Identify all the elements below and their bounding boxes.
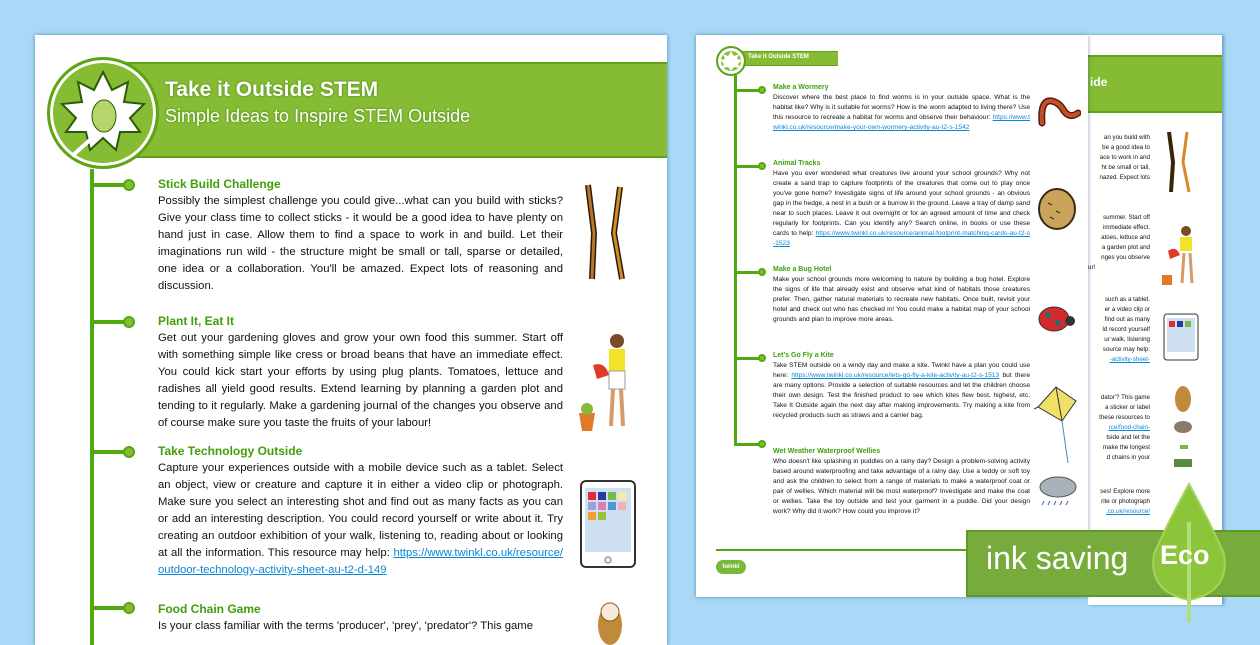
worksheet-page-2 <box>696 35 1088 597</box>
text-line: ace to work in and <box>1099 154 1150 161</box>
text-line: a sticker or label <box>1104 404 1150 411</box>
timeline-dot <box>758 440 766 448</box>
sticks-icon <box>580 183 635 283</box>
timeline-line <box>734 75 737 445</box>
leaf-hand-logo-icon <box>716 46 746 76</box>
timeline-dot <box>758 86 766 94</box>
section-body: Possibly the simplest challenge you could give...what can you build with sticks? Give your class time to collect sticks - it would be a good idea to have plenty on hand just in case. Allow them to find a space to work in and build. Let their imaginations run wild - the structure might be small or tall, sparse or detailed, one idea or a collaboration. You'll be amazed. Expect lots of reasoning and discussion. <box>158 195 563 292</box>
tablet-icon <box>1163 313 1199 361</box>
text-line: be a good idea to <box>1102 144 1150 151</box>
section-body: Take STEM outside on a windy day and make a kite. Twinkl have a plan you could use here: <box>773 362 1030 379</box>
section-bug-hotel <box>773 266 1030 325</box>
girl-watering-plant-icon <box>575 331 640 436</box>
timeline-line <box>90 169 94 645</box>
ink-saving-label: ink saving <box>986 540 1129 576</box>
eco-label: Eco <box>1160 540 1210 570</box>
section-heading: Make a Wormery <box>773 84 829 91</box>
section-body: Discover where the best place to find worms is in your outside space. What is the habitat like? Why is it suitable for worms? How is the worm adapted to living there? Use this resource to recreate a habitat for worms and observe their behaviour: <box>773 94 1030 121</box>
text-line: nazed. Expect lots <box>1099 174 1150 181</box>
leaf-hand-logo-icon <box>47 57 159 169</box>
animal-tracks-icon <box>1036 183 1078 233</box>
text-line: nges you observe <box>1101 254 1150 261</box>
text-line: ur! <box>1088 264 1096 271</box>
section-animal-tracks <box>773 160 1030 249</box>
section-heading: Food Chain Game <box>158 602 261 616</box>
twinkl-logo <box>716 560 746 574</box>
section-kite <box>773 352 1030 421</box>
tablet-icon <box>580 480 636 570</box>
text-line: d chains in your <box>1106 454 1150 461</box>
section-body: Who doesn't like splashing in puddles on a rainy day? Design a problem-solving activity based around waterproofing and take advantage of a rainy day. Use a teddy or soft toy and ask the children to select from a range of materials to make a waterproof coat or pair of wellies. Which material will be most waterproof? Investigate and make the coat or wellies. Take the toy outside and test your garment in a puddle. Did your design work? Why did it work? How could you improve it? <box>773 458 1030 515</box>
section-body: Is your class familiar with the terms 'producer', 'prey', 'predator'? This game <box>158 620 534 632</box>
section-body: Have you ever wondered what creatures live around your school grounds? Why not create a sand trap to capture footprints of the creatures that come out to play once you've gone home? Investigate signs of life around your school grounds - an obvious gap in the hedge, a nest in a bush or a burrow in the ground. Leave a tray of damp sand near to such places. Leave it out overnight or for an agreed amount of time and check regularly for footprints. Can you identify any? Search online, in books or use these cards to help: <box>773 170 1030 237</box>
eco-leaf-badge <box>1150 482 1228 607</box>
worksheet-page-1 <box>35 35 667 645</box>
timeline-dot <box>123 316 135 328</box>
page3-text-column <box>1088 133 1150 517</box>
text-line: these resources to <box>1099 414 1150 421</box>
kite-icon <box>1034 385 1079 465</box>
text-line: ur walk, listening <box>1104 336 1150 343</box>
text-line: ld record yourself <box>1102 326 1150 333</box>
header-title: Take it Outside STEM <box>748 54 809 60</box>
ladybird-icon <box>1036 303 1078 335</box>
text-line: er a video clip or <box>1104 306 1150 313</box>
timeline-dot <box>758 268 766 276</box>
page-title-fragment: ide <box>1090 75 1108 89</box>
rain-cloud-icon <box>1036 473 1078 513</box>
section-body-continued: but there are many options. Provide a selection of suitable resources and let the children choose their own design. Test the finished product to see which kites flew best, highest, etc. Take It Outside again the next day after making improvements. Try making a kite from recycled products such as straws and a carrier bag. <box>773 372 1030 419</box>
text-line: rite or photograph <box>1101 498 1150 505</box>
text-line: such as a tablet. <box>1104 296 1150 303</box>
title-band <box>95 62 667 158</box>
page-subtitle: Simple Ideas to Inspire STEM Outside <box>165 106 471 126</box>
header-band <box>740 51 838 66</box>
section-heading: Let's Go Fly a Kite <box>773 352 834 359</box>
resource-link[interactable]: https://www.twinkl.co.uk/resource/outdoor-technology-activity-sheet-au-t2-d-149 <box>158 547 563 576</box>
section-stick-build <box>158 177 563 295</box>
section-technology <box>158 444 563 579</box>
section-food-chain <box>158 602 563 635</box>
resource-link[interactable]: https://www.twinkl.co.uk/resource/animal-footprint-matching-cards-au-t2-s-1523 <box>773 230 1030 247</box>
text-line: make the longest <box>1102 444 1150 451</box>
section-plant-it <box>158 314 563 432</box>
text-line: dator'? This game <box>1100 394 1150 401</box>
owl-icon <box>595 600 625 645</box>
section-heading: Take Technology Outside <box>158 444 303 458</box>
timeline-dot <box>123 446 135 458</box>
section-wellies <box>773 448 1030 517</box>
section-heading: Make a Bug Hotel <box>773 266 832 273</box>
section-heading: Animal Tracks <box>773 160 821 167</box>
text-line: ht be small or tall, <box>1101 164 1150 171</box>
section-body: Get out your gardening gloves and grow your own food this summer. Start off with something simple like cress or broad beans that have an immediate effect. You could kick start your efforts by using plug plants. Tomatoes, lettuce and radishes all yield good results. Extend learning by planning a garden plot and tending to it regularly. Make a gardening journal of the changes you observe and of course make sure you taste the fruits of your labour! <box>158 332 563 429</box>
twinkl-logo-text: twinkl <box>722 564 740 570</box>
title-band <box>1088 55 1222 113</box>
text-line: immediate effect. <box>1102 224 1150 231</box>
text-line: an you build with <box>1103 134 1150 141</box>
resource-link[interactable]: -activity-sheet- <box>1109 356 1150 363</box>
timeline-dot <box>123 602 135 614</box>
text-line: source may help: <box>1102 346 1150 353</box>
section-body: Capture your experiences outside with a mobile device such as a tablet. Select an object, view or creature and capture it in either a video clip or photograph. Make sure you select an interesting shot and find out as many facts as you can or add an interesting description. You could record yourself or write about it. Try creating an outdoor exhibition of your walk, listening to, reading about or looking at all the information. This resource may help: <box>158 462 563 559</box>
timeline-dot <box>758 162 766 170</box>
sticks-icon <box>1163 130 1198 195</box>
food-chain-icon <box>1170 385 1196 475</box>
resource-link[interactable]: .co.uk/resource/ <box>1105 508 1150 515</box>
page-title: Take it Outside STEM <box>165 78 379 101</box>
section-body: Make your school grounds more welcoming to nature by building a bug hotel. Explore the signs of life that already exist and observe what kind of habitats those creatures prefer. Then, gather natural materials to recreate new habitats. Once built, revisit your hotel and check out who has checked in! You could make a habitat map of your school grounds and plan to improve more areas. <box>773 276 1030 323</box>
worm-icon <box>1036 93 1081 128</box>
section-wormery <box>773 84 1030 133</box>
section-heading: Wet Weather Waterproof Wellies <box>773 448 881 455</box>
girl-watering-plant-icon <box>1160 225 1200 290</box>
text-line: a garden plot and <box>1101 244 1150 251</box>
section-heading: Stick Build Challenge <box>158 177 281 191</box>
text-line: summer. Start off <box>1103 214 1150 221</box>
text-line: ses! Explore more <box>1100 488 1150 495</box>
timeline-dot <box>123 179 135 191</box>
section-heading: Plant It, Eat It <box>158 314 235 328</box>
text-line: tside and let the <box>1106 434 1150 441</box>
text-line: atoes, lettuce and <box>1101 234 1150 241</box>
resource-link[interactable]: rce/food-chain- <box>1108 424 1150 431</box>
timeline-dot <box>758 354 766 362</box>
resource-link[interactable]: https://www.twinkl.co.uk/resource/lets-go-fly-a-kite-activity-au-t2-s-1513 <box>791 372 1000 379</box>
resource-link[interactable]: https://www.twinkl.co.uk/resource/make-your-own-wormery-activity-au-t2-s-1542 <box>773 114 1030 131</box>
text-line: find out as many <box>1104 316 1150 323</box>
